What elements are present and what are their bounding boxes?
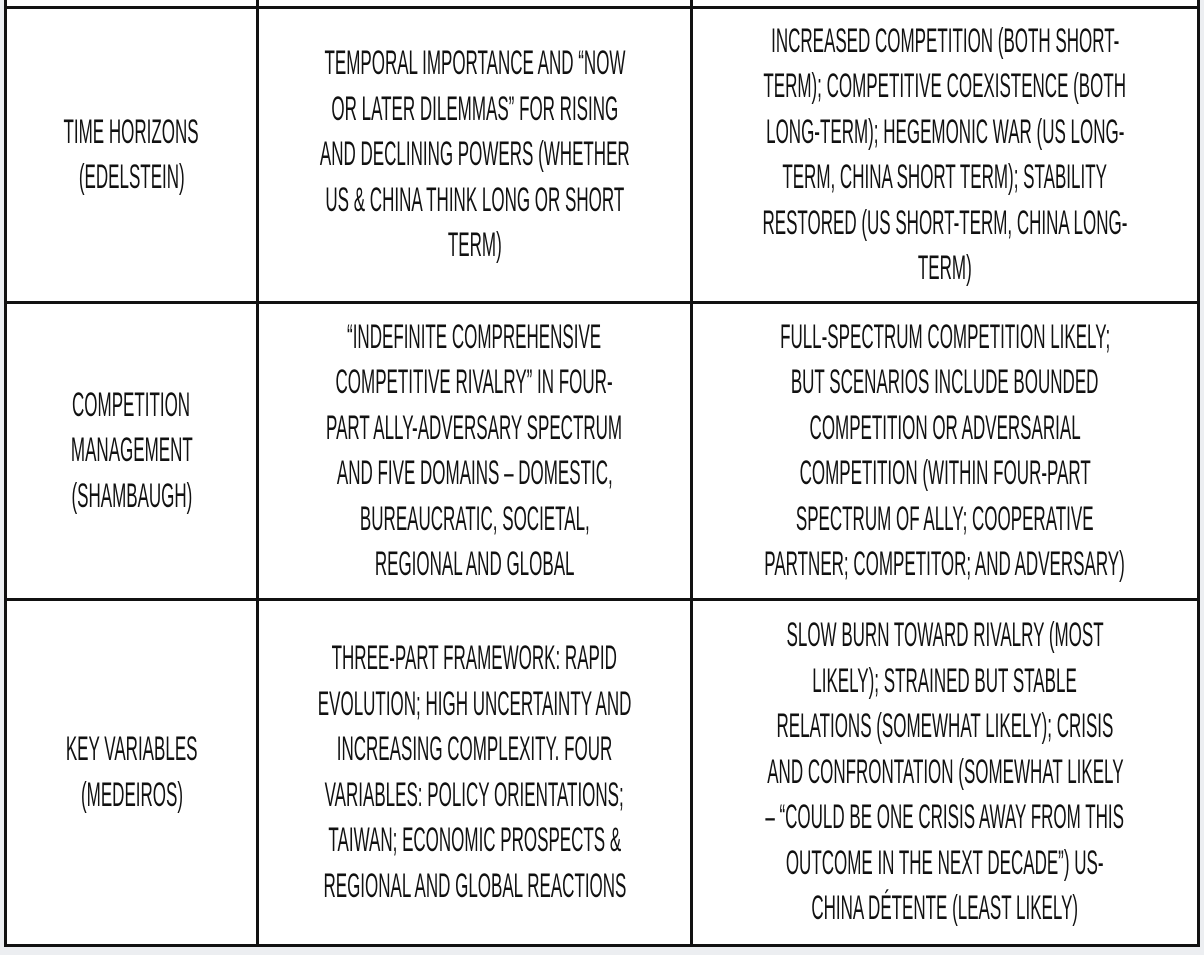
cell-text-line (7, 474, 256, 520)
cell-text: VARIABLES: POLICY ORIENTATIONS; (324, 775, 625, 814)
cell-text: INCREASED COMPETITION (BOTH SHORT- (770, 21, 1120, 60)
table-cell-description (259, 304, 690, 598)
cell-text-line (693, 315, 1197, 361)
cell-text-line (259, 542, 690, 588)
cell-text-line (693, 659, 1197, 705)
cell-text: PART ALLY-ADVERSARY SPECTRUM (326, 408, 623, 447)
cell-text-line (693, 64, 1197, 110)
cell-text-line (259, 406, 690, 452)
cell-text-line (693, 201, 1197, 247)
cell-text: TERM) (447, 226, 502, 265)
cell-text: BUREAUCRATIC, SOCIETAL, (359, 499, 590, 538)
cell-text-line (693, 110, 1197, 156)
cell-text: (SHAMBAUGH) (71, 476, 192, 515)
cell-text: KEY VARIABLES (65, 730, 198, 768)
cell-text: SLOW BURN TOWARD RIVALRY (MOST (786, 616, 1104, 655)
cell-text: TERM); COMPETITIVE COEXISTENCE (BOTH (763, 67, 1127, 105)
table-cell-theory (7, 9, 256, 301)
cell-text: TERM, CHINA SHORT TERM); STABILITY (782, 158, 1108, 196)
row-divider (5, 944, 1199, 947)
cell-text: PARTNER; COMPETITOR; AND ADVERSARY) (764, 545, 1126, 583)
cell-text: REGIONAL AND GLOBAL REACTIONS (323, 866, 626, 905)
cell-text: (EDELSTEIN) (78, 158, 185, 196)
cell-text: LONG-TERM); HEGEMONIC WAR (US LONG- (765, 112, 1125, 151)
cell-text-line (7, 773, 256, 819)
cell-text-line (259, 773, 690, 819)
cell-text-line (259, 360, 690, 406)
cell-text: SPECTRUM OF ALLY; COOPERATIVE (796, 499, 1094, 538)
cell-text-line (7, 155, 256, 201)
cell-text-line (693, 750, 1197, 796)
cell-text: RELATIONS (SOMEWHAT LIKELY); CRISIS (776, 707, 1114, 746)
cell-text: AND FIVE DOMAINS – DOMESTIC, (336, 454, 613, 492)
cell-text-line (7, 727, 256, 773)
cell-text-line (7, 428, 256, 474)
cell-text-line (259, 682, 690, 728)
cell-text-line (259, 497, 690, 543)
column-divider (1197, 0, 1200, 947)
cell-text: BUT SCENARIOS INCLUDE BOUNDED (791, 363, 1099, 401)
cell-text: TIME HORIZONS (63, 112, 200, 151)
cell-text: LIKELY); STRAINED BUT STABLE (812, 661, 1078, 700)
cell-text-line (259, 315, 690, 361)
cell-text-line (693, 246, 1197, 292)
cell-text: – “COULD BE ONE CRISIS AWAY FROM THIS (765, 798, 1125, 837)
cell-text: CHINA DÉTENTE (LEAST LIKELY) (811, 889, 1079, 928)
cell-text-line (693, 704, 1197, 750)
cell-text-line (7, 110, 256, 156)
cell-text: MANAGEMENT (70, 431, 193, 470)
cell-text: THREE-PART FRAMEWORK: RAPID (331, 639, 618, 677)
cell-text-line (693, 886, 1197, 932)
cell-text: OR LATER DILEMMAS” FOR RISING (331, 89, 618, 128)
cell-text: COMPETITION (WITHIN FOUR-PART (799, 454, 1091, 492)
cell-text-line (693, 19, 1197, 65)
cell-text: INCREASING COMPLEXITY. FOUR (336, 730, 613, 768)
cell-text: RESTORED (US SHORT-TERM, CHINA LONG- (762, 203, 1128, 242)
table-cell-theory (7, 304, 256, 598)
cell-text: (MEDEIROS) (80, 775, 183, 814)
cell-text-line (259, 636, 690, 682)
cell-text: AND CONFRONTATION (SOMEWHAT LIKELY (766, 752, 1124, 791)
cell-text-line (693, 497, 1197, 543)
cell-text: TERM) (918, 249, 972, 287)
cell-text-line (693, 613, 1197, 659)
cell-text: REGIONAL AND GLOBAL (374, 545, 575, 583)
table-cell-scenarios (693, 304, 1197, 598)
cell-text: OUTCOME IN THE NEXT DECADE”) US- (786, 843, 1104, 882)
table-cell-description (259, 9, 690, 301)
cell-text-line (693, 542, 1197, 588)
cell-text-line (259, 727, 690, 773)
table-cell-theory (7, 601, 256, 944)
cell-text: FULL-SPECTRUM COMPETITION LIKELY; (779, 317, 1111, 356)
cell-text: TAIWAN; ECONOMIC PROSPECTS & (328, 821, 621, 859)
cell-text: COMPETITION (72, 385, 191, 424)
cell-text-line (259, 818, 690, 864)
cell-text-line (693, 360, 1197, 406)
cell-text-line (7, 383, 256, 429)
cell-text: COMPETITIVE RIVALRY” IN FOUR- (335, 363, 614, 401)
cell-text: EVOLUTION; HIGH UNCERTAINTY AND (317, 684, 632, 723)
cell-text-line (259, 451, 690, 497)
cell-text-line (693, 451, 1197, 497)
cell-text-line (259, 132, 690, 178)
table-cell-scenarios (693, 601, 1197, 944)
table-cell-description (259, 601, 690, 944)
cell-text: “INDEFINITE COMPREHENSIVE (347, 317, 602, 356)
cell-text: AND DECLINING POWERS (WHETHER (319, 135, 630, 174)
cell-text-line (693, 406, 1197, 452)
cell-text-line (259, 41, 690, 87)
cell-text-line (693, 795, 1197, 841)
cell-text-line (693, 841, 1197, 887)
table-cell-scenarios (693, 9, 1197, 301)
cell-text: TEMPORAL IMPORTANCE AND “NOW (324, 44, 626, 83)
cell-text-line (259, 87, 690, 133)
cell-text: US & CHINA THINK LONG OR SHORT (325, 180, 624, 219)
cell-text-line (693, 155, 1197, 201)
cell-text-line (259, 178, 690, 224)
cell-text-line (259, 864, 690, 910)
cell-text: COMPETITION OR ADVERSARIAL (809, 408, 1081, 447)
cell-text-line (259, 223, 690, 269)
